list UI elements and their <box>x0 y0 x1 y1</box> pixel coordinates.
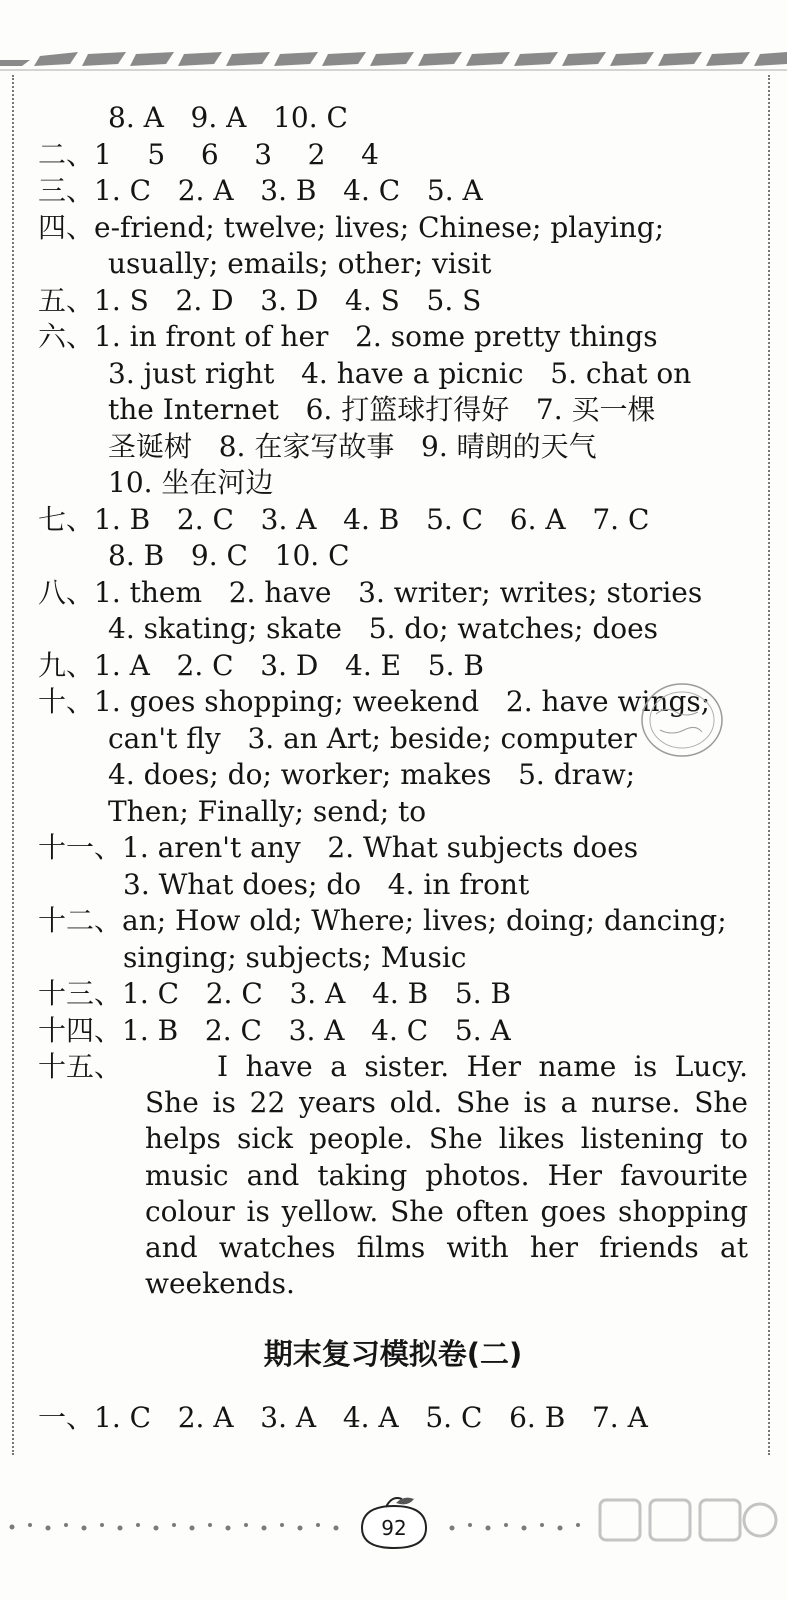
answer-line: 六、1. in front of her 2. some pretty things <box>38 320 658 353</box>
answer-line: 3. just right 4. have a picnic 5. chat on <box>108 356 692 390</box>
answer-line: 8. B 9. C 10. C <box>108 539 350 572</box>
watermark-logo <box>590 1480 780 1590</box>
answer-line: 4. does; do; worker; makes 5. draw; <box>108 758 636 791</box>
stamp-seal <box>636 674 728 766</box>
answer-line: 十三、1. C 2. C 3. A 4. B 5. B <box>38 977 512 1010</box>
writing-answer-label: 十五、 <box>38 1050 123 1083</box>
answer-line: 3. What does; do 4. in front <box>123 867 530 901</box>
answer-line: 十一、1. aren't any 2. What subjects does <box>38 831 639 864</box>
answer-line: 三、1. C 2. A 3. B 4. C 5. A <box>38 174 483 207</box>
answer-line: singing; subjects; Music <box>123 940 467 974</box>
answer-line: 十四、1. B 2. C 3. A 4. C 5. A <box>38 1013 511 1047</box>
answer-line: 10. 坐在河边 <box>108 466 274 499</box>
answer-line: 4. skating; skate 5. do; watches; does <box>108 612 659 645</box>
answer-line: 九、1. A 2. C 3. D 4. E 5. B <box>38 648 484 682</box>
section-title: 期末复习模拟卷(二) <box>263 1337 523 1372</box>
answer-line: usually; emails; other; visit <box>108 247 492 280</box>
answer-line: can't fly 3. an Art; beside; computer <box>108 721 637 755</box>
answer-line: 8. A 9. A 10. C <box>108 101 348 134</box>
writing-answer <box>38 1049 748 1302</box>
answer-line: 七、1. B 2. C 3. A 4. B 5. C 6. A 7. C <box>38 502 650 536</box>
answer-key-content <box>38 100 748 1437</box>
writing-answer-text: I have a sister. Her name is Lucy. She is 22 years old. She is a nurse. She helps sick people. She likes listening to music and taking photos. Her favourite colour is yellow. She often goes shopping and watches films with her friends at weekends. <box>145 1050 748 1301</box>
answer-line: 圣诞树 8. 在家写故事 9. 晴朗的天气 <box>108 429 597 463</box>
left-dotted-frame <box>12 75 14 1455</box>
answer-line: 二、1 5 6 3 2 4 <box>38 137 379 171</box>
answer-line: 一、1. C 2. A 3. A 4. A 5. C 6. B 7. A <box>38 1401 648 1435</box>
answer-line: the Internet 6. 打篮球打得好 7. 买一棵 <box>108 393 656 426</box>
page-number: 92 <box>381 1516 407 1540</box>
right-dotted-frame <box>768 75 770 1455</box>
answer-line: 四、e-friend; twelve; lives; Chinese; playing; <box>38 210 665 244</box>
answer-line: 十、1. goes shopping; weekend 2. have wings; <box>38 685 711 718</box>
answer-line: 八、1. them 2. have 3. writer; writes; stories <box>38 575 703 609</box>
answer-line: 五、1. S 2. D 3. D 4. S 5. S <box>38 283 482 317</box>
answer-line: Then; Finally; send; to <box>108 794 427 828</box>
top-dashed-border <box>0 44 787 74</box>
answer-line: 十二、an; How old; Where; lives; doing; dancing; <box>38 904 727 937</box>
